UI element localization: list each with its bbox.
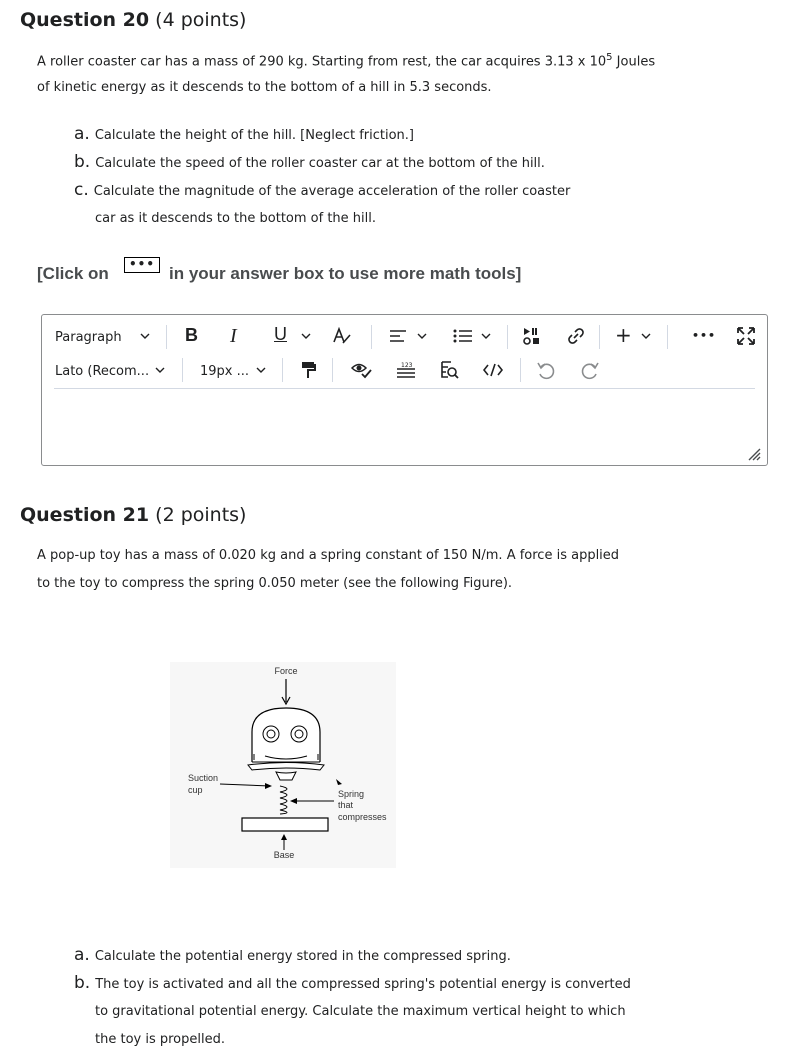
align-icon[interactable] [389,329,407,343]
more-tools-icon: ••• [124,257,160,273]
italic-icon[interactable]: I [230,325,237,347]
list-chevron-down-icon[interactable] [481,332,491,340]
font-family-select[interactable]: Lato (Recom... [55,364,150,379]
question-20-part-a: a. Calculate the height of the hill. [Neglect friction.] [74,124,415,144]
preview-icon[interactable] [440,360,460,380]
figure-label-suction-cup-2: cup [188,785,203,795]
question-20-part-c-continued: car as it descends to the bottom of the hill. [95,211,377,226]
figure-label-base: Base [273,850,295,860]
question-21-part-a: a. Calculate the potential energy stored in the compressed spring. [74,945,511,965]
question-21-part-b-continued-2: the toy is propelled. [95,1032,225,1047]
underline-icon[interactable]: U [274,324,287,344]
math-tools-hint-suffix: in your answer box to use more math tools] [169,264,522,283]
figure-label-spring-1: Spring [338,789,365,799]
resize-handle-icon[interactable] [747,447,761,461]
bold-icon[interactable]: B [185,325,198,345]
svg-text:123: 123 [401,362,413,369]
align-chevron-down-icon[interactable] [417,332,427,340]
font-family-chevron-down-icon[interactable] [155,366,165,374]
figure-label-force: Force [274,666,298,676]
answer-editor[interactable] [41,314,768,466]
figure-label-suction-cup-1: Suction [188,773,219,783]
question-20-text-line-2: of kinetic energy as it descends to the bottom of a hill in 5.3 seconds. [37,80,492,95]
question-21-part-b: b. The toy is activated and all the compressed spring's potential energy is converted [74,973,631,993]
font-size-select[interactable]: 19px ... [200,364,250,379]
underline-chevron-down-icon[interactable] [301,332,311,340]
question-20-part-b: b. Calculate the speed of the roller coaster car at the bottom of the hill. [74,152,545,172]
pop-up-toy-figure [170,662,396,868]
insert-plus-icon[interactable]: + [615,323,632,347]
insert-link-icon[interactable] [566,326,586,346]
question-21-text-line-2: to the toy to compress the spring 0.050 meter (see the following Figure). [37,576,513,591]
math-tools-hint-prefix: [Click on [37,264,109,283]
figure-label-spring-2: that [338,800,354,810]
insert-media-icon[interactable] [522,326,542,346]
insert-chevron-down-icon[interactable] [641,332,651,340]
question-21-title: Question 21 (2 points) [20,504,247,526]
undo-icon[interactable] [536,361,556,381]
question-21-part-b-continued-1: to gravitational potential energy. Calculate the maximum vertical height to which [95,1004,626,1019]
text-style-icon[interactable] [332,327,352,345]
redo-icon[interactable] [580,361,600,381]
paragraph-format-select[interactable]: Paragraph [55,330,122,345]
figure-label-spring-3: compresses [338,812,387,822]
editor-content-area[interactable] [54,393,755,453]
more-actions-icon[interactable]: ••• [692,329,717,342]
source-code-icon[interactable] [483,363,503,377]
fullscreen-icon[interactable] [736,326,756,346]
word-count-icon[interactable] [396,361,416,379]
format-painter-icon[interactable] [300,360,316,380]
paragraph-chevron-down-icon[interactable] [140,332,150,340]
font-size-chevron-down-icon[interactable] [256,366,266,374]
question-20-title: Question 20 (4 points) [20,9,247,31]
question-20-part-c: c. Calculate the magnitude of the average acceleration of the roller coaster [74,180,571,200]
question-21-text-line-1: A pop-up toy has a mass of 0.020 kg and a spring constant of 150 N/m. A force is applied [37,548,620,563]
bullet-list-icon[interactable] [453,328,473,344]
accessibility-checker-icon[interactable] [351,360,373,380]
question-20-text-line-1: A roller coaster car has a mass of 290 kg. Starting from rest, the car acquires 3.13 x $10^5$ Joules [37,52,656,70]
